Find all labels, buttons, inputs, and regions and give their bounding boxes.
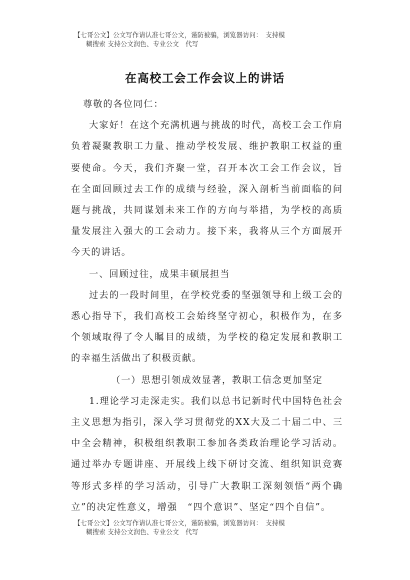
footer-banner-line2: 糊搜索 支持公文润色、专业公文 代写 <box>86 528 199 536</box>
section-heading: 一、回顾过往，成果丰硕展担当 <box>89 268 231 280</box>
footer-banner <box>74 519 364 537</box>
document-title: 在高校工会工作会议上的讲话 <box>125 71 285 85</box>
subsection-heading: （一）思想引领成效显著，教职工信念更加坚定 <box>111 374 323 386</box>
paragraph-review: 过去的一段时间里，在学校党委的坚强领导和上级工会的悉心指导下，我们高校工会始终坚守初心，积极作为，在多个领域取得了令人瞩目的成绩，为学校的稳定发展和教职工的幸福生活做出了积极贡献。 <box>71 289 343 365</box>
header-banner <box>74 31 364 49</box>
header-banner-line2: 糊搜索 支持公文润色、专业公文 代写 <box>86 40 199 48</box>
header-banner-line1: 【七哥公文】公文写作请认准七哥公文，谨防被骗，浏览器访问： 支持模 <box>74 31 285 39</box>
salutation: 尊敬的各位同仁： <box>83 99 164 110</box>
document-body <box>71 94 354 518</box>
paragraph-theory-study: 1.理论学习走深走实。我们以总书记新时代中国特色社会主义思想为指引，深入学习贯彻党的XX大及二十届二中、三中全会精神，积极组织教职工参加各类政治理论学习活动。通过举办专题讲座、开展线上线下研讨交流、组织知识竞赛 等形式多样的学习活动，引导广大教职工深刻领悟“两个确 立”的决定性意义，增强 “四个意识”、坚定“四个自信”。 <box>71 395 354 513</box>
paragraph-intro: 大家好！在这个充满机遇与挑战的时代，高校工会工作肩负着凝聚教职工力量、推动学校发展、维护教职工权益的重要使命。今天，我们齐聚一堂，召开本次工会工作会议，旨在全面回顾过去工作的成绩与经验，深入剖析当前面临的问题与挑战，共同谋划未来工作的方向与举措，为学校的高质量发展注入强大的工会动力。接下来，我将从三个方面展开今天的讲话。 <box>71 120 343 259</box>
footer-banner-line1: 【七哥公文】公文写作请认准七哥公文，谨防被骗，浏览器访问： 支持模 <box>74 519 285 527</box>
